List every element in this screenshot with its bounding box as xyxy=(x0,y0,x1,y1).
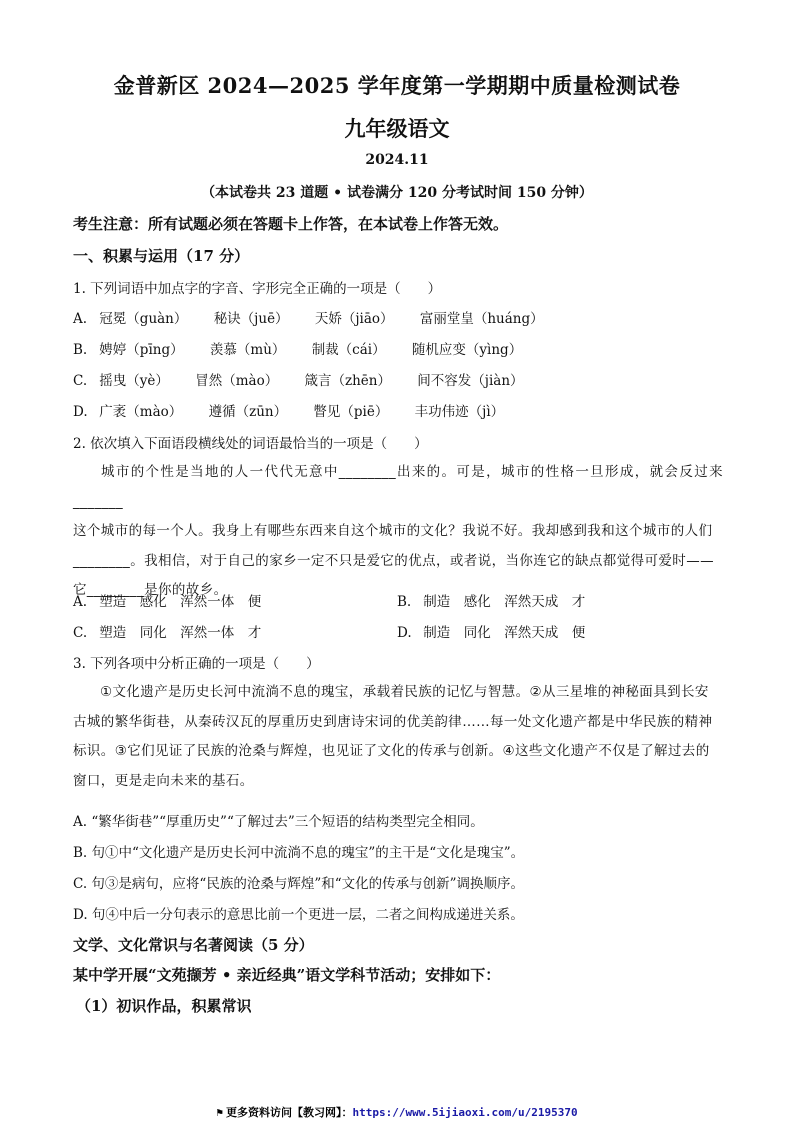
passage-line: ________。我相信，对于自己的家乡一定不只是爱它的优点，或者说，当你连它的缺点都觉得可爱时—— xyxy=(73,552,714,569)
option-label: B. xyxy=(397,594,412,610)
q3-option-d: D. 句④中后一分句表示的意思比前一个更进一层，二者之间构成递进关系。 xyxy=(73,907,524,923)
passage-line xyxy=(73,458,723,517)
passage-line xyxy=(73,678,723,708)
passage-text: ①文化遗产是历史长河中流淌不息的瑰宝，承载着民族的记忆与智慧。②从三星堆的神秘面具到长安 xyxy=(100,684,709,700)
option-label: D. xyxy=(73,404,88,420)
q1-option-d xyxy=(73,400,526,420)
q3-option-c: C. 句③是病句，应将“民族的沧桑与辉煌”和“文化的传承与创新”调换顺序。 xyxy=(73,876,525,892)
q1-stem: 1. 下列词语中加点字的字音、字形完全正确的一项是（ ） xyxy=(73,281,442,297)
passage-line: 这个城市的每一个人。我身上有哪些东西来自这个城市的文化？我说不好。我却感到我和这个城市的人们 xyxy=(73,523,713,539)
option-word: 秘诀（juē） xyxy=(213,311,289,327)
option-word: 羡慕（mù） xyxy=(209,342,286,358)
option-label: D. xyxy=(397,625,412,641)
option-text: 塑造 同化 浑然一体 才 xyxy=(99,625,262,641)
option-word: 丰功伟迹（jì） xyxy=(414,404,505,420)
q3-stem: 3. 下列各项中分析正确的一项是（ ） xyxy=(73,656,320,672)
footer-url-link[interactable]: https://www.5ijiaoxi.com/u/2195370 xyxy=(352,1106,578,1119)
option-text: 塑造 感化 浑然一体 便 xyxy=(99,594,262,610)
q1-option-a xyxy=(73,307,566,327)
exam-subtitle: 九年级语文 xyxy=(344,116,450,141)
exam-title: 金普新区 2024—2025 学年度第一学期期中质量检测试卷 xyxy=(113,73,681,98)
section2-sub1: （1）初识作品，积累常识 xyxy=(76,997,252,1015)
q3-option-b: B. 句①中“文化遗产是历史长河中流淌不息的瑰宝”的主干是“文化是瑰宝”。 xyxy=(73,845,525,861)
option-label: A. xyxy=(73,594,88,610)
option-label: C. xyxy=(73,373,88,389)
option-word: 广袤（mào） xyxy=(99,404,183,420)
option-word: 制裁（cái） xyxy=(311,342,386,358)
passage-line: 窗口，更是走向未来的基石。 xyxy=(73,772,254,789)
section2-activity: 某中学开展“文苑撷芳 • 亲近经典”语文学科节活动；安排如下： xyxy=(73,966,501,984)
q2-option-a xyxy=(73,590,261,610)
option-word: 随机应变（yìng） xyxy=(411,342,523,358)
q2-passage xyxy=(73,458,723,606)
footer-prefix: 更多资料访问【教习网】： xyxy=(225,1106,353,1119)
option-text: 制造 同化 浑然天成 便 xyxy=(423,625,586,641)
q2-option-c xyxy=(73,621,261,641)
option-word: 摇曳（yè） xyxy=(99,373,169,389)
passage-line: 古城的繁华街巷，从秦砖汉瓦的厚重历史到唐诗宋词的优美韵律……每一处文化遗产都是中华民族的精神 xyxy=(73,713,713,730)
option-word: 天娇（jiāo） xyxy=(314,311,394,327)
q1-option-c xyxy=(73,369,546,389)
q1-option-b xyxy=(73,338,544,358)
option-text: 制造 感化 浑然天成 才 xyxy=(423,594,586,610)
footer-link-bar xyxy=(0,1104,794,1120)
option-label: A. xyxy=(73,311,88,327)
q2-option-b xyxy=(397,590,585,610)
option-word: 冠冕（guàn） xyxy=(99,311,188,327)
option-word: 娉婷（pīng） xyxy=(99,342,184,358)
section1-heading: 一、积累与运用（17 分） xyxy=(73,247,250,265)
q2-option-d xyxy=(397,621,585,641)
passage-text: 城市的个性是当地的人一代代无意中________出来的。可是，城市的性格一旦形成，就会反过来_______ xyxy=(73,464,723,510)
q3-passage xyxy=(73,678,723,796)
exam-date: 2024.11 xyxy=(365,152,429,168)
q2-stem: 2. 依次填入下面语段横线处的词语最恰当的一项是（ ） xyxy=(73,436,428,452)
option-word: 冒然（mào） xyxy=(195,373,279,389)
option-word: 瞥见（piē） xyxy=(313,404,389,420)
q3-option-a: A. “繁华街巷”“厚重历史”“了解过去”三个短语的结构类型完全相同。 xyxy=(73,814,484,830)
flag-icon: ⚑ xyxy=(216,1106,223,1119)
section2-heading: 文学、文化常识与名著阅读（5 分） xyxy=(73,936,314,954)
option-word: 间不容发（jiàn） xyxy=(417,373,524,389)
option-label: B. xyxy=(73,342,88,358)
passage-line: 它________是你的故乡。 xyxy=(73,582,228,598)
exam-info: （本试卷共 23 道题 • 试卷满分 120 分考试时间 150 分钟） xyxy=(201,185,593,201)
option-word: 遵循（zūn） xyxy=(208,404,288,420)
passage-line: 标识。③它们见证了民族的沧桑与辉煌，也见证了文化的传承与创新。④这些文化遗产不仅是了解过去的 xyxy=(73,743,710,759)
option-word: 箴言（zhēn） xyxy=(304,373,391,389)
option-word: 富丽堂皇（huáng） xyxy=(419,311,544,327)
option-label: C. xyxy=(73,625,88,641)
exam-notice: 考生注意：所有试题必须在答题卡上作答，在本试卷上作答无效。 xyxy=(73,215,509,233)
